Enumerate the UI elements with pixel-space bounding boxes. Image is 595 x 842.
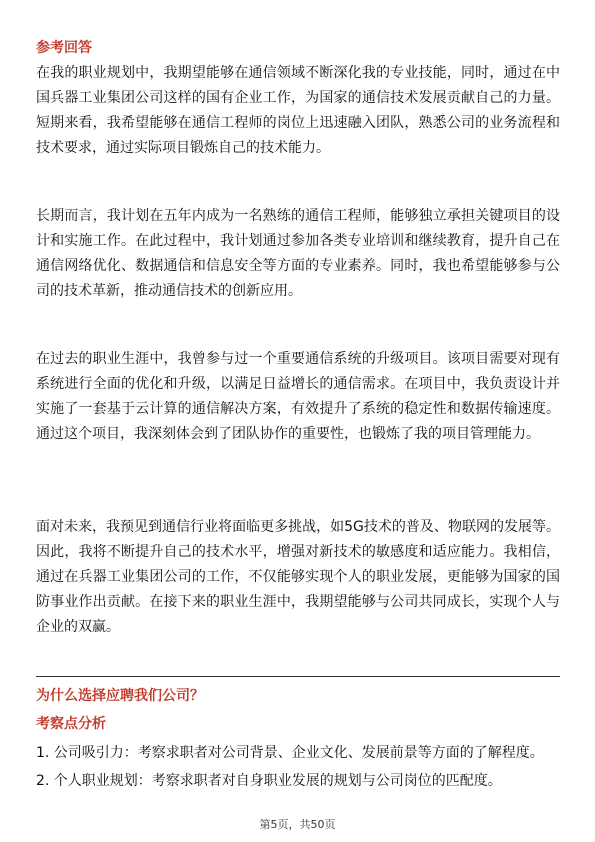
section-divider (36, 676, 560, 677)
page-number-footer: 第5页，共50页 (259, 818, 336, 831)
analysis-heading: 考察点分析 (36, 716, 106, 732)
answer-paragraph-3: 在过去的职业生涯中，我曾参与过一个重要通信系统的升级项目。该项目需要对现有系统进行全面的优化和升级，以满足日益增长的通信需求。在项目中，我负责设计并实施了一套基于云计算的通信解决方案，有效提升了系统的稳定性和数据传输速度。通过这个项目，我深刻体会到了团队协作的重要性，也锻炼了我的项目管理能力。 (36, 351, 560, 442)
reference-answer-heading: 参考回答 (36, 40, 92, 56)
analysis-point-2: 2. 个人职业规划：考察求职者对自身职业发展的规划与公司岗位的匹配度。 (36, 773, 502, 789)
question-title: 为什么选择应聘我们公司？ (36, 688, 204, 704)
answer-paragraph-1: 在我的职业规划中，我期望能够在通信领域不断深化我的专业技能，同时，通过在中国兵器工业集团公司这样的国有企业工作，为国家的通信技术发展贡献自己的力量。短期来看，我希望能够在通信工程师的岗位上迅速融入团队，熟悉公司的业务流程和技术要求，通过实际项目锻炼自己的技术能力。 (36, 65, 560, 156)
answer-paragraph-2: 长期而言，我计划在五年内成为一名熟练的通信工程师，能够独立承担关键项目的设计和实施工作。在此过程中，我计划通过参加各类专业培训和继续教育，提升自己在通信网络优化、数据通信和信息安全等方面的专业素养。同时，我也希望能够参与公司的技术革新，推动通信技术的创新应用。 (36, 208, 560, 299)
answer-paragraph-4: 面对未来，我预见到通信行业将面临更多挑战，如5G技术的普及、物联网的发展等。因此，我将不断提升自己的技术水平，增强对新技术的敏感度和适应能力。我相信，通过在兵器工业集团公司的工作，不仅能够实现个人的职业发展，更能够为国家的国防事业作出贡献。在接下来的职业生涯中，我期望能够与公司共同成长，实现个人与企业的双赢。 (36, 519, 560, 635)
analysis-point-1: 1. 公司吸引力：考察求职者对公司背景、企业文化、发展前景等方面的了解程度。 (36, 745, 544, 761)
